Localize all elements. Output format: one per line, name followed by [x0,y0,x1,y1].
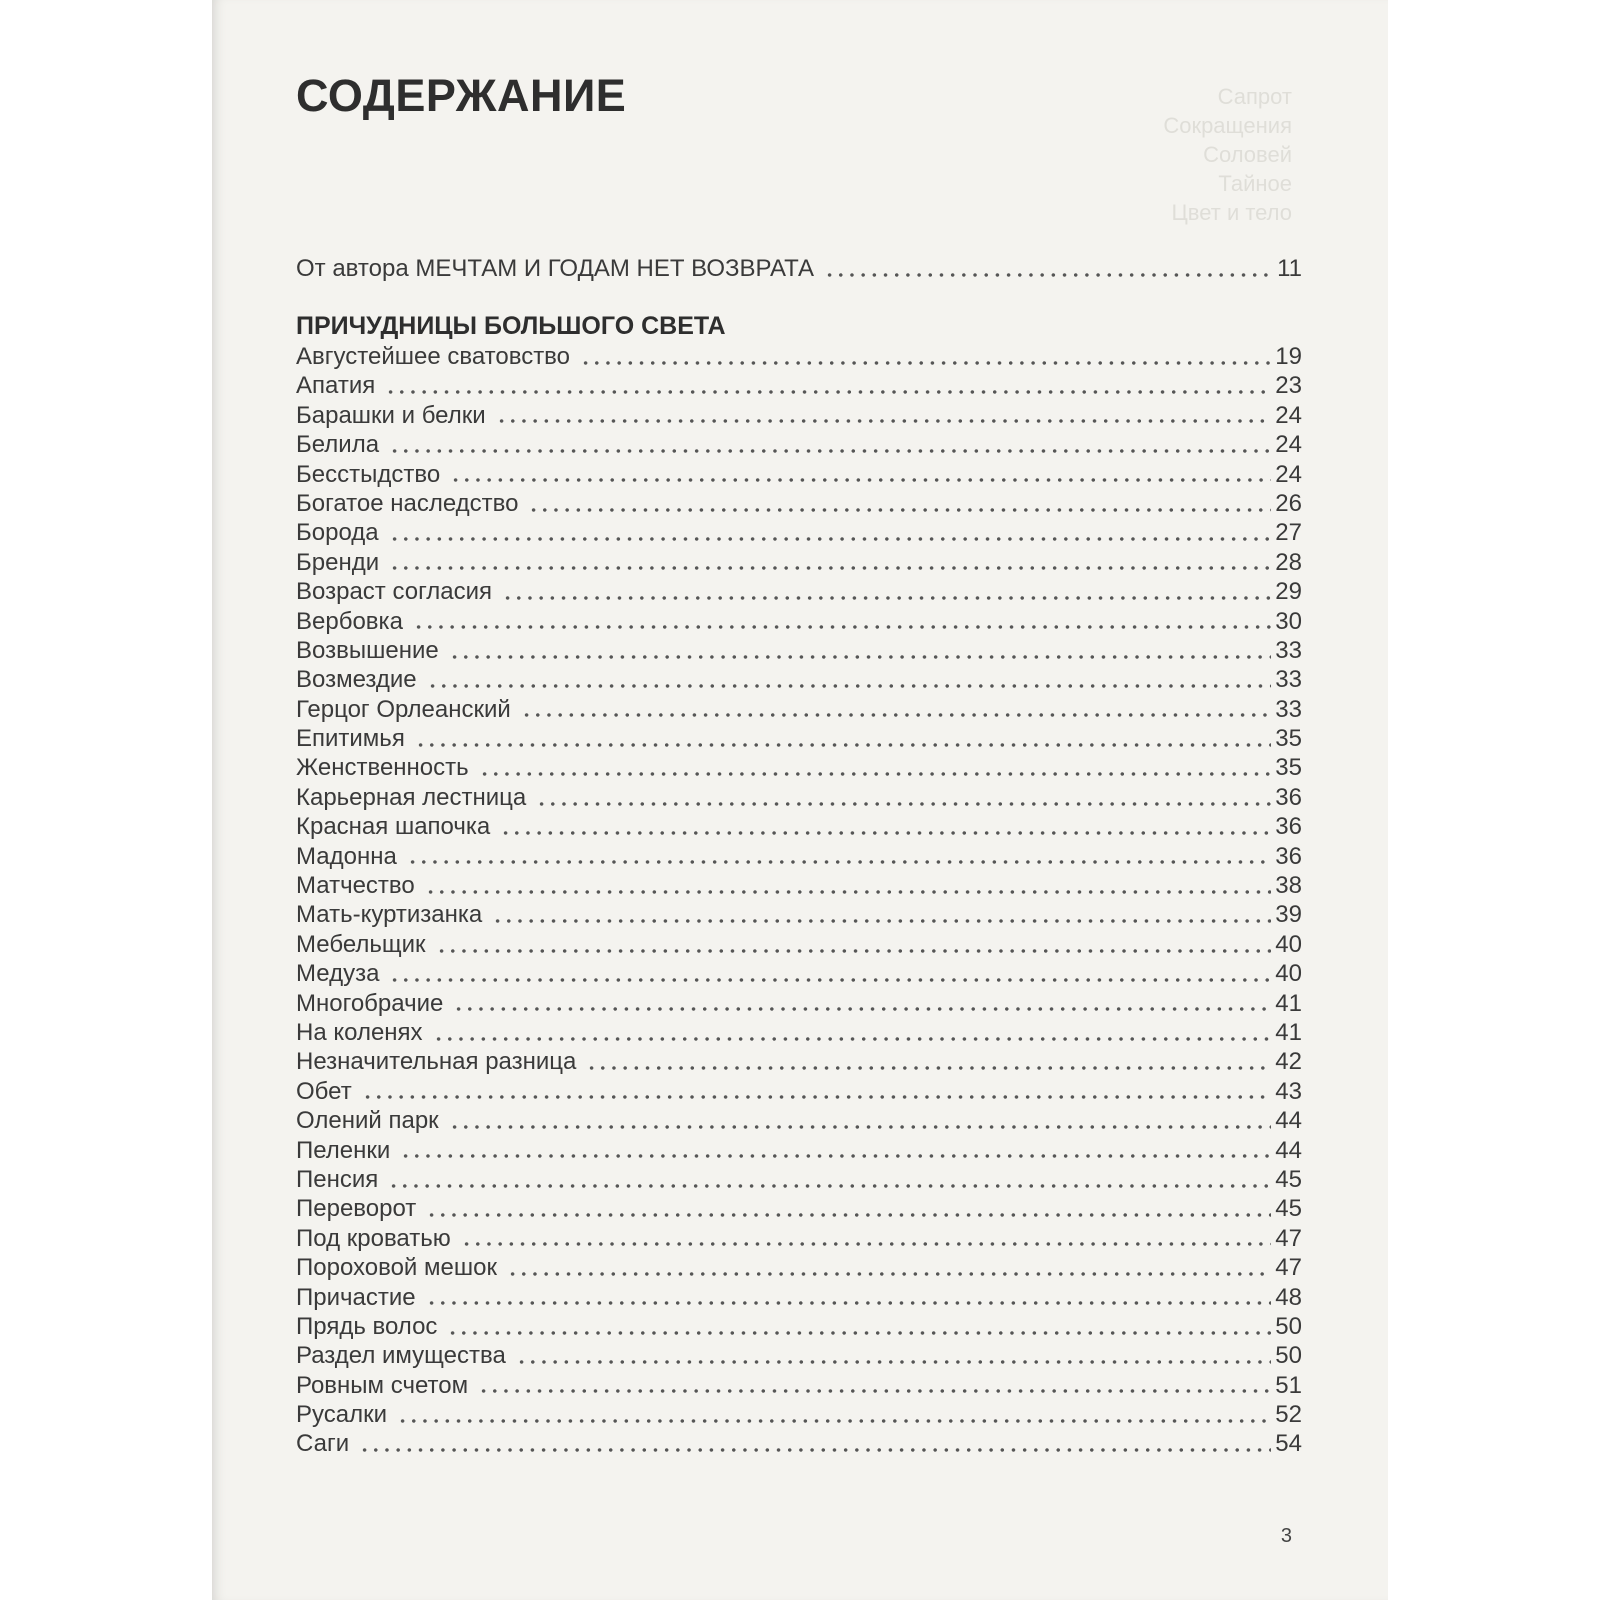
toc-entry[interactable] [296,1224,1302,1253]
toc-entry-page: 19 [1275,343,1302,370]
show-through-line: Цвет и тело [1171,200,1292,225]
toc-entry[interactable] [296,607,1302,636]
toc-entry-label: Переворот [296,1195,417,1223]
dot-leader [479,772,1272,776]
dot-leader [500,831,1271,835]
show-through-text [812,82,1292,227]
toc-entry-label: Августейшее сватовство [296,343,571,370]
toc-entry-page: 33 [1275,636,1302,664]
toc-entry-page: 30 [1275,607,1302,635]
toc-entry[interactable] [296,430,1302,459]
toc-entry-label: Возмездие [296,666,417,694]
toc-entry-page: 23 [1275,372,1302,400]
toc-entry[interactable] [296,1106,1302,1135]
toc-entry-label: Под кроватью [296,1224,451,1252]
toc-entry-page: 41 [1275,1018,1302,1046]
toc-entry-page: 45 [1275,1165,1302,1193]
dot-leader [453,1007,1271,1011]
toc-entry-label: Бесстыдство [296,460,441,488]
toc-entry-page: 45 [1275,1195,1302,1223]
toc-entry[interactable] [296,900,1302,929]
toc-entry[interactable] [296,871,1302,900]
toc-entry-page: 35 [1275,725,1302,753]
toc-entry[interactable] [296,1371,1302,1400]
toc-entry[interactable] [296,371,1302,400]
toc-entry-page: 44 [1275,1107,1302,1135]
dot-leader [492,919,1271,923]
toc-entry-label: Ровным счетом [296,1371,469,1399]
dot-leader [449,1125,1272,1129]
toc-entry-page: 38 [1275,872,1302,900]
toc-entry-page: 35 [1275,754,1302,782]
toc-entry-page: 24 [1275,401,1302,429]
toc-entry-label: Пеленки [296,1136,391,1164]
dot-leader [433,1037,1272,1041]
dot-leader [413,625,1271,629]
dot-leader [516,1360,1271,1364]
toc-entry-label: Бренди [296,548,380,576]
toc-entry[interactable] [296,401,1302,430]
toc-entry-page: 33 [1275,695,1302,723]
toc-entry-label: Раздел имущества [296,1342,506,1370]
dot-leader [478,1389,1271,1393]
toc-entry-label: Возраст согласия [296,578,493,606]
toc-entry-label: Обет [296,1077,352,1105]
dot-leader [449,655,1272,659]
show-through-line: Сокращения [1163,113,1292,138]
dot-leader [389,978,1271,982]
toc-entry-label: Белила [296,431,380,459]
dot-leader [586,1066,1271,1070]
toc-entry-page: 54 [1275,1430,1302,1458]
toc-entry-page: 50 [1275,1312,1302,1340]
toc-entry-label: Незначительная разница [296,1048,577,1076]
toc-entry-page: 40 [1275,960,1302,988]
toc-entry-page: 29 [1275,578,1302,606]
toc-entry-label: Красная шапочка [296,813,491,841]
toc-entry[interactable] [296,1165,1302,1194]
show-through-line: Тайное [1218,171,1292,196]
toc-entry-label: Пороховой мешок [296,1254,497,1282]
toc-entry-label: Апатия [296,372,376,400]
dot-leader [415,743,1271,747]
dot-leader [528,508,1271,512]
toc-entry-page: 28 [1275,548,1302,576]
dot-leader [389,537,1272,541]
toc-entry[interactable] [296,489,1302,518]
toc-entry-page: 36 [1275,813,1302,841]
toc-entries [296,342,1302,1459]
page-number: 3 [1280,1525,1292,1547]
dot-leader [407,860,1271,864]
toc-entry-label: Олений парк [296,1107,439,1135]
toc-entry[interactable] [296,342,1302,371]
toc-entry[interactable] [296,460,1302,489]
dot-leader [461,1242,1272,1246]
toc-entry[interactable] [296,1253,1302,1282]
toc-entry[interactable] [296,636,1302,665]
toc-entry-label: Матчество [296,872,415,900]
toc-entry[interactable] [296,695,1302,724]
toc-entry-label: Мадонна [296,842,397,870]
toc-entry[interactable] [296,1077,1302,1106]
toc-intro [296,254,1302,283]
dot-leader [389,449,1271,453]
toc-entry-label: Медуза [296,960,380,988]
toc-entry-page: 39 [1275,901,1302,929]
toc-entry-page: 51 [1275,1371,1302,1399]
show-through-line: Сапрот [1217,84,1292,109]
toc-entry-label: Возвышение [296,636,439,664]
toc-entry-page: 42 [1275,1048,1302,1076]
toc-entry[interactable] [296,518,1302,547]
toc-entry[interactable] [296,1429,1302,1458]
toc-entry[interactable] [296,812,1302,841]
toc-entry-page: 33 [1275,666,1302,694]
show-through-line: Соловей [1203,142,1292,167]
dot-leader [447,1331,1271,1335]
toc-entry-page: 11 [1277,255,1302,282]
toc-entry-page: 24 [1275,460,1302,488]
toc-entry-label: На коленях [296,1018,423,1046]
toc-entry-page: 47 [1275,1224,1302,1252]
toc-entry-page: 44 [1275,1136,1302,1164]
toc-entry-page: 48 [1275,1283,1302,1311]
toc-entry-label: Женственность [296,754,469,782]
dot-leader [507,1272,1271,1276]
toc-entry[interactable] [296,1341,1302,1370]
toc-entry-label: Причастие [296,1283,416,1311]
toc-entry[interactable] [296,1018,1302,1047]
toc-entry-page: 26 [1275,489,1302,517]
toc-entry-label: Пенсия [296,1165,379,1193]
toc-entry[interactable] [296,1047,1302,1076]
toc-entry-label: Герцог Орлеанский [296,695,511,723]
toc-entry-label: Богатое наследство [296,489,519,517]
toc-entry[interactable] [296,989,1302,1018]
toc-entry-label: Саги [296,1430,350,1458]
toc-entry-intro[interactable] [296,254,1302,283]
section-title: ПРИЧУДНИЦЫ БОЛЬШОГО СВЕТА [296,312,726,340]
toc-entry-page: 47 [1275,1254,1302,1282]
toc-entry-label: Мебельщик [296,930,426,958]
toc-entry-label: Борода [296,519,379,547]
dot-leader [388,1184,1271,1188]
toc-entry-label: Карьерная лестница [296,783,527,811]
dot-leader [385,390,1271,394]
toc-entry[interactable] [296,1194,1302,1223]
toc-section [296,310,1302,1459]
toc-entry[interactable] [296,1136,1302,1165]
dot-leader [362,1095,1272,1099]
toc-entry[interactable] [296,577,1302,606]
toc-entry-page: 27 [1275,519,1302,547]
toc-entry-page: 50 [1275,1342,1302,1370]
toc-entry[interactable] [296,959,1302,988]
toc-entry-label: Русалки [296,1401,387,1429]
dot-leader [425,890,1272,894]
dot-leader [400,1154,1271,1158]
toc-entry-page: 36 [1275,842,1302,870]
toc-entry[interactable] [296,753,1302,782]
toc-entry-label: Многобрачие [296,989,444,1017]
toc-entry[interactable] [296,724,1302,753]
toc-entry-label: Мать-куртизанка [296,901,483,929]
dot-leader [426,1301,1272,1305]
toc-entry-page: 40 [1275,930,1302,958]
toc-entry-label: Епитимья [296,725,405,753]
dot-leader [536,802,1271,806]
toc-entry[interactable] [296,783,1302,812]
dot-leader [521,713,1272,717]
toc-entry[interactable] [296,548,1302,577]
dot-leader [427,684,1272,688]
dot-leader [397,1419,1271,1423]
dot-leader [450,478,1271,482]
dot-leader [359,1448,1271,1452]
dot-leader [426,1213,1271,1217]
dot-leader [436,949,1272,953]
toc-entry[interactable] [296,842,1302,871]
toc-entry[interactable] [296,930,1302,959]
toc-entry-page: 24 [1275,431,1302,459]
dot-leader [580,361,1271,365]
toc-entry-page: 43 [1275,1077,1302,1105]
toc-entry-page: 52 [1275,1401,1302,1429]
toc-entry[interactable] [296,665,1302,694]
toc-entry[interactable] [296,1312,1302,1341]
toc-entry[interactable] [296,1400,1302,1429]
dot-leader [496,419,1272,423]
toc-entry-label: От автора МЕЧТАМ И ГОДАМ НЕТ ВОЗВРАТА [296,255,814,282]
toc-entry-label: Вербовка [296,607,403,635]
dot-leader [389,566,1271,570]
dot-leader [502,596,1271,600]
toc-entry-label: Барашки и белки [296,401,486,429]
page-title: СОДЕРЖАНИЕ [296,70,627,121]
toc-entry[interactable] [296,1283,1302,1312]
book-page [212,0,1388,1600]
toc-entry-label: Прядь волос [296,1312,438,1340]
toc-entry-page: 41 [1275,989,1302,1017]
toc-entry-page: 36 [1275,783,1302,811]
dot-leader [824,273,1273,277]
